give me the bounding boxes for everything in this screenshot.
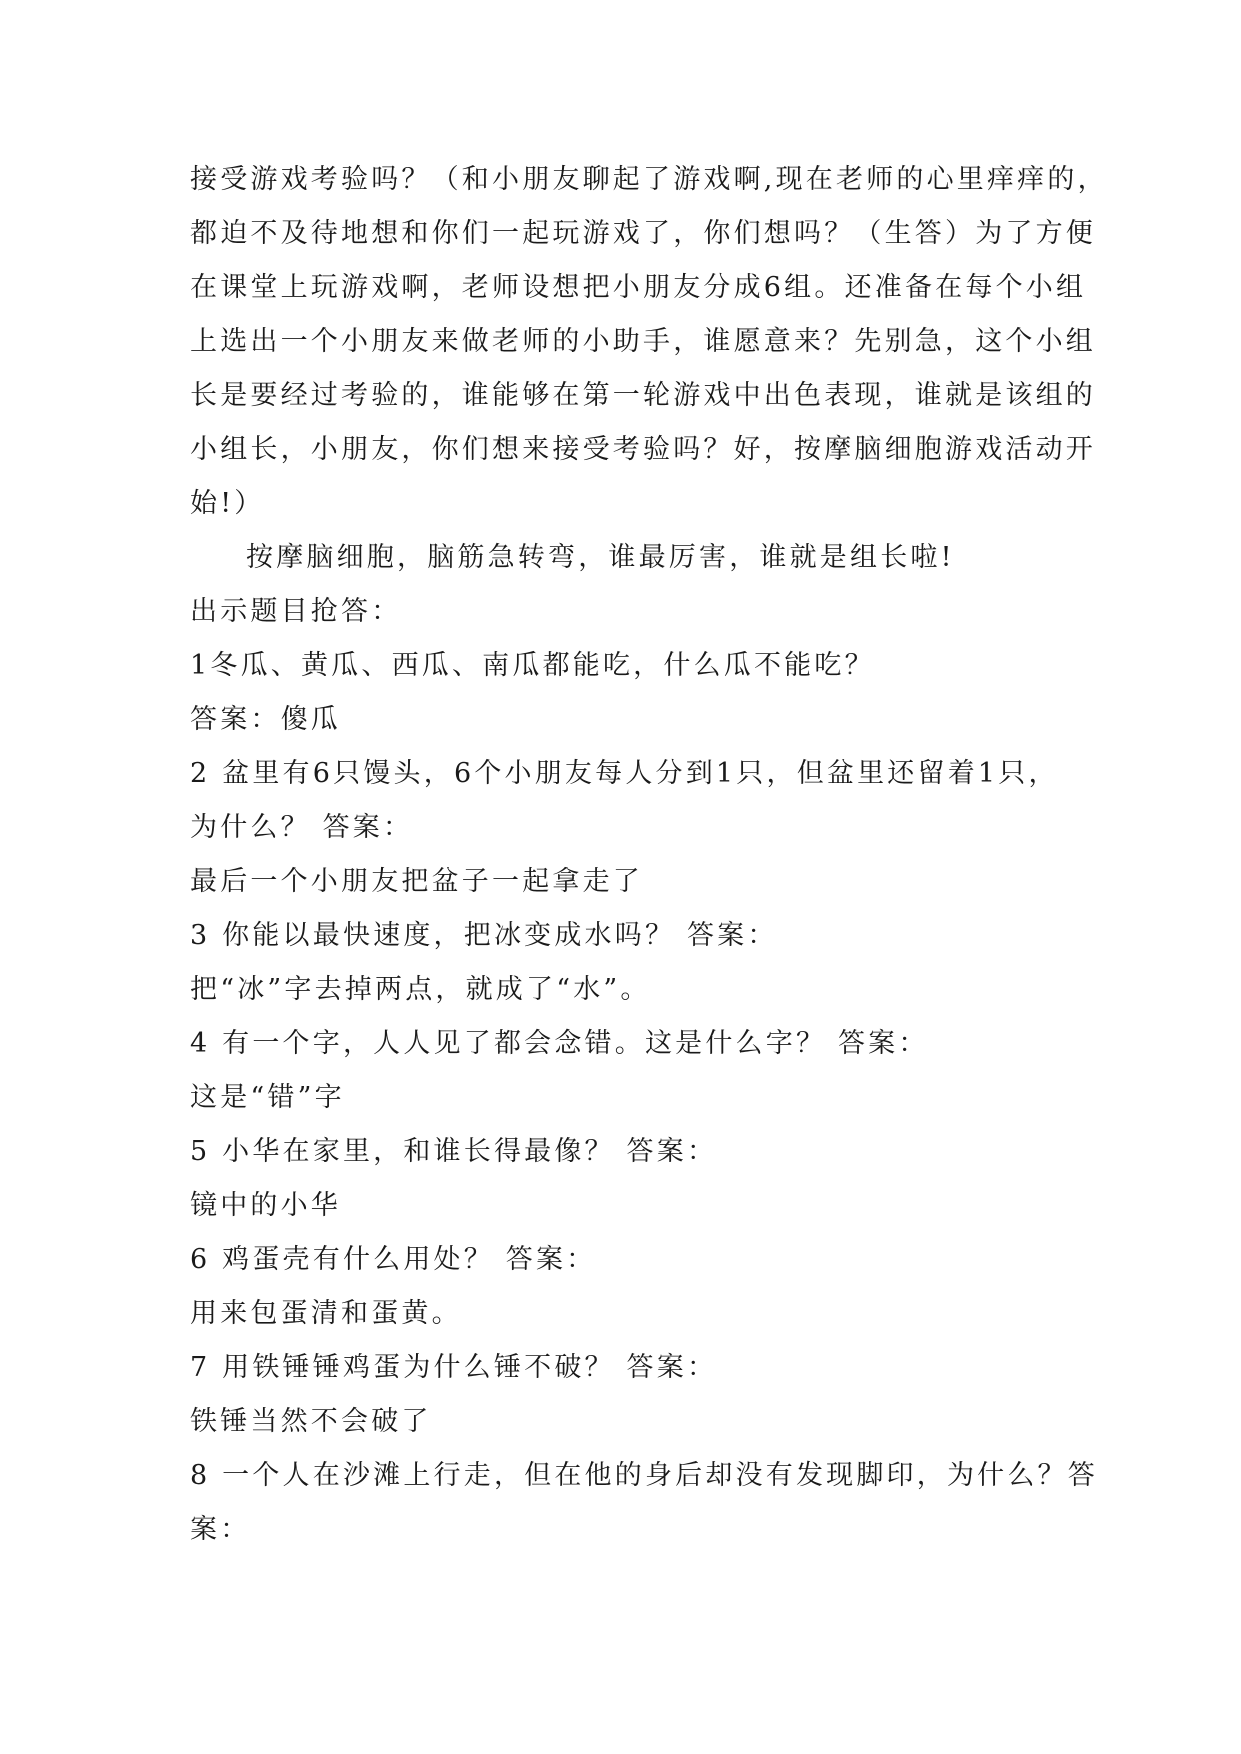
answer-5: 镜中的小华 xyxy=(190,1190,341,1221)
question-8: 8 一个人在沙滩上行走，但在他的身后却没有发现脚印，为什么？答 xyxy=(190,1460,1098,1491)
paragraph-line: 小组长，小朋友，你们想来接受考验吗？好，按摩脑细胞游戏活动开 xyxy=(190,434,1096,465)
answer-3: 把“冰”字去掉两点，就成了“水”。 xyxy=(190,974,651,1005)
paragraph-line: 按摩脑细胞，脑筋急转弯，谁最厉害，谁就是组长啦! xyxy=(246,542,955,573)
answer-7: 铁锤当然不会破了 xyxy=(190,1406,432,1437)
question-6: 6 鸡蛋壳有什么用处？ 答案： xyxy=(190,1244,597,1275)
question-4: 4 有一个字，人人见了都会念错。这是什么字？ 答案： xyxy=(190,1028,929,1059)
question-3: 3 你能以最快速度，把冰变成水吗？ 答案： xyxy=(190,920,778,951)
paragraph-line: 在课堂上玩游戏啊，老师设想把小朋友分成6组。还准备在每个小组 xyxy=(190,272,1087,303)
paragraph-line: 接受游戏考验吗？（和小朋友聊起了游戏啊,现在老师的心里痒痒的， xyxy=(190,164,1108,195)
paragraph-line: 始!） xyxy=(190,488,265,519)
paragraph-line: 上选出一个小朋友来做老师的小助手，谁愿意来？先别急，这个小组 xyxy=(190,326,1096,357)
question-2: 2 盆里有6只馒头，6个小朋友每人分到1只，但盆里还留着1只， xyxy=(190,758,1059,789)
answer-6: 用来包蛋清和蛋黄。 xyxy=(190,1298,462,1329)
question-1: 1冬瓜、黄瓜、西瓜、南瓜都能吃，什么瓜不能吃？ xyxy=(190,650,875,681)
paragraph-line: 长是要经过考验的，谁能够在第一轮游戏中出色表现，谁就是该组的 xyxy=(190,380,1096,411)
paragraph-line: 都迫不及待地想和你们一起玩游戏了，你们想吗？（生答）为了方便 xyxy=(190,218,1096,249)
question-7: 7 用铁锤锤鸡蛋为什么锤不破？ 答案： xyxy=(190,1352,718,1383)
section-heading: 出示题目抢答： xyxy=(190,596,402,627)
question-2-cont: 为什么？ 答案： xyxy=(190,812,414,843)
answer-4: 这是“错”字 xyxy=(190,1082,345,1113)
question-8-cont: 案： xyxy=(190,1514,251,1545)
answer-1: 答案：傻瓜 xyxy=(190,704,341,735)
question-5: 5 小华在家里，和谁长得最像？ 答案： xyxy=(190,1136,718,1167)
answer-2: 最后一个小朋友把盆子一起拿走了 xyxy=(190,866,643,897)
